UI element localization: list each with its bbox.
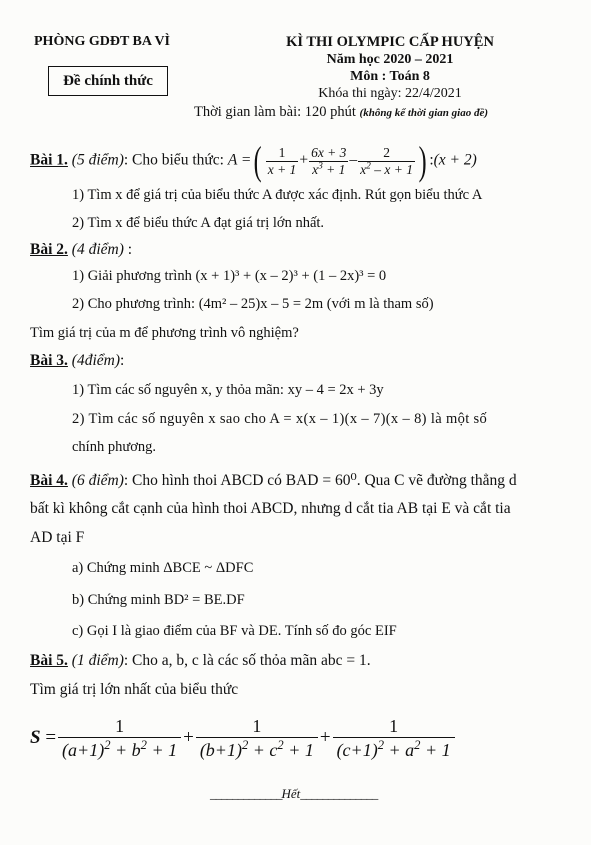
- problem-3-q2: 2) Tìm các số nguyên x sao cho A = x(x – 1)(x – 7)(x – 8) là một số: [72, 411, 488, 427]
- subject: Môn : Toán 8: [350, 69, 430, 84]
- problem-3-q1: 1) Tìm các số nguyên x, y thỏa mãn: xy – 4 = 2x + 3y: [72, 382, 384, 398]
- problem-1-intro: : Cho biểu thức:: [123, 151, 228, 169]
- end-text: Hết: [281, 786, 301, 801]
- problem-4-line-1: [30, 471, 517, 490]
- fraction-1: $\frac{1}{x + 1}$: [267, 144, 297, 177]
- problem-3-label: Bài 3.: [30, 352, 68, 369]
- problem-4-qa: a) Chứng minh ΔBCE ~ ΔDFC: [72, 560, 254, 576]
- duration-note: (không kể thời gian giao đề): [359, 107, 488, 119]
- right-paren: ): [418, 138, 427, 183]
- problem-5-intro: : Cho a, b, c là các số thỏa mãn abc = 1.: [123, 652, 371, 669]
- problem-3-q2-cont: chính phương.: [72, 439, 156, 455]
- s-fraction-3: $\frac{1}{(c+1)^2 + a^2 + 1}$: [333, 715, 455, 762]
- s-fraction-2: $\frac{1}{(b+1)^2 + c^2 + 1}$: [196, 715, 318, 762]
- problem-4-label: Bài 4.: [30, 472, 68, 489]
- problem-5-task: Tìm giá trị lớn nhất của biểu thức: [30, 681, 239, 698]
- problem-3-points: (4điểm): [71, 352, 120, 369]
- problem-4-line-3: AD tại F: [30, 529, 85, 546]
- problem-1-q1: 1) Tìm x để giá trị của biểu thức A được xác định. Rút gọn biểu thức A: [72, 187, 483, 203]
- duration-line: [194, 104, 488, 121]
- problem-2-suffix: :: [123, 241, 133, 258]
- official-label-box: [48, 66, 168, 96]
- exam-header: [200, 33, 580, 103]
- problem-2-label: Bài 2.: [30, 241, 68, 258]
- problem-1-points: (5 điểm): [71, 151, 124, 169]
- formula-A: A =: [227, 151, 252, 169]
- problem-2-q1: 1) Giải phương trình (x + 1)³ + (x – 2)³ + (1 – 2x)³ = 0: [72, 268, 387, 284]
- problem-2-points: (4 điểm): [71, 241, 124, 258]
- problem-1-heading: Bài 1. (5 điểm): Cho biểu thức: A =( $\frac{1}{x + 1}$ + $\frac{6x + 3}{x^3 + 1}$ – $\frac{2}{x^2 - x + 1}$ ) :(x + 2): [30, 138, 477, 183]
- problem-5-label: Bài 5.: [30, 652, 68, 669]
- problem-1-q2: 2) Tìm x để biểu thức A đạt giá trị lớn nhất.: [72, 215, 325, 231]
- problem-3-heading: [30, 352, 124, 370]
- fraction-3: $\frac{2}{x^2 - x + 1}$: [360, 144, 413, 177]
- duration: Thời gian làm bài: 120 phút: [194, 104, 356, 120]
- fraction-2: $\frac{6x + 3}{x^3 + 1}$: [311, 144, 347, 177]
- exam-date: Khóa thi ngày: 22/4/2021: [318, 86, 462, 101]
- problem-4-intro: : Cho hình thoi ABCD có BAD = 60⁰. Qua C vẽ đường thẳng d: [123, 472, 517, 489]
- problem-2-note: Tìm giá trị của m để phương trình vô nghiệm?: [30, 325, 299, 341]
- problem-4-qb: b) Chứng minh BD² = BE.DF: [72, 592, 245, 608]
- end-marker: _____________Hết______________: [210, 786, 378, 801]
- department-name: PHÒNG GDĐT BA VÌ: [34, 34, 171, 49]
- problem-3-suffix: :: [119, 352, 125, 369]
- left-paren: (: [254, 138, 263, 183]
- problem-4-line-2: bất kì không cắt cạnh của hình thoi ABCD, nhưng d cắt tia AB tại E và cắt tia: [30, 500, 511, 517]
- problem-2-q2: 2) Cho phương trình: (4m² – 25)x – 5 = 2m (với m là tham số): [72, 296, 434, 312]
- school-year: Năm học 2020 – 2021: [326, 52, 454, 67]
- problem-2-heading: [30, 241, 132, 259]
- s-fraction-1: $\frac{1}{(a+1)^2 + b^2 + 1}$: [58, 715, 181, 762]
- problem-4-qc: c) Gọi I là giao điểm của BF và DE. Tính số đo góc EIF: [72, 623, 397, 639]
- problem-5-heading: [30, 652, 371, 670]
- problem-4-points: (6 điểm): [71, 472, 124, 489]
- official-label: Đề chính thức: [63, 73, 153, 89]
- problem-1-label: Bài 1.: [30, 151, 68, 169]
- formula-S: S = $\frac{1}{(a+1)^2 + b^2 + 1}$ + $\frac{1}{(b+1)^2 + c^2 + 1}$ + $\frac{1}{(c+1)^2 + a^2 + 1}$: [30, 714, 457, 762]
- exam-title: KÌ THI OLYMPIC CẤP HUYỆN: [286, 34, 494, 50]
- problem-5-points: (1 điểm): [71, 652, 124, 669]
